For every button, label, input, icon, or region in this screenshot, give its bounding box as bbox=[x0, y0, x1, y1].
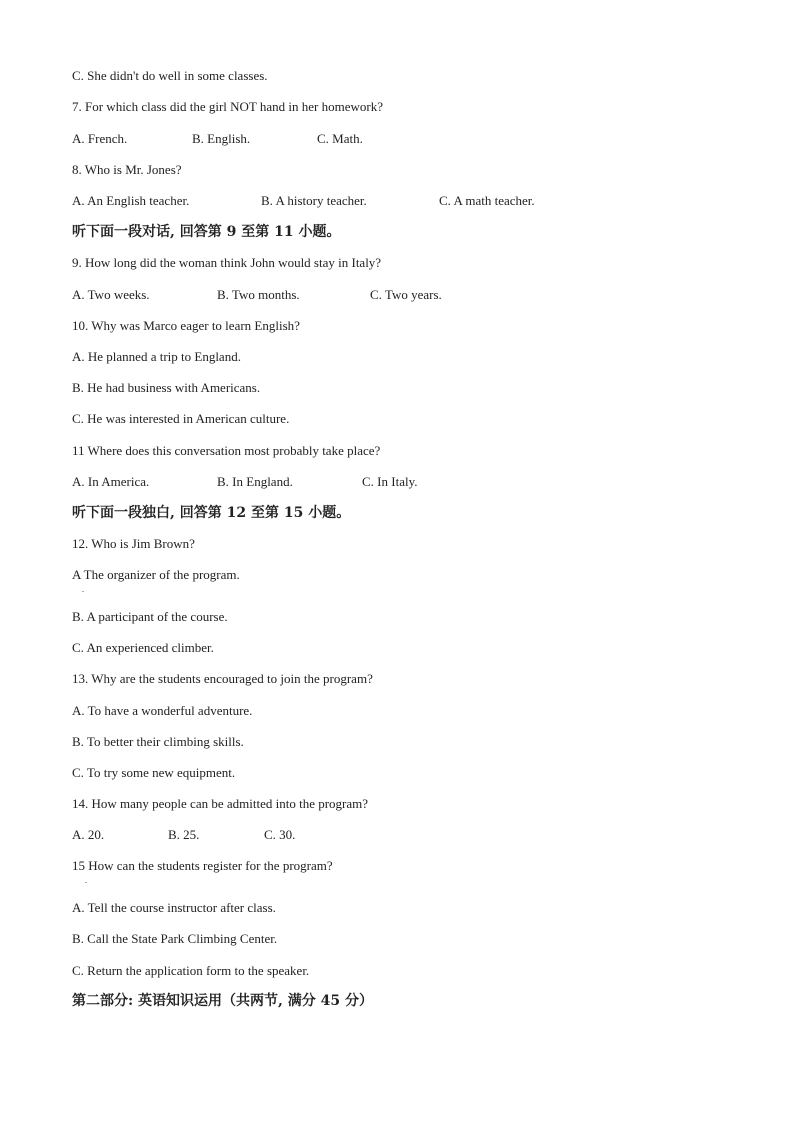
q13-option-c: C. To try some new equipment. bbox=[72, 765, 236, 780]
section-heading-12-15: 听下面一段独白, 回答第 12 至第 15 小题。 bbox=[72, 505, 351, 521]
q15-option-b: B. Call the State Park Climbing Center. bbox=[72, 931, 278, 946]
q15-option-a: A. Tell the course instructor after class. bbox=[72, 900, 276, 915]
q11-option-a: A. In America. bbox=[72, 474, 150, 489]
q9-option-a: A. Two weeks. bbox=[72, 287, 150, 302]
q12-question: 12. Who is Jim Brown? bbox=[72, 536, 195, 551]
q13-option-b: B. To better their climbing skills. bbox=[72, 734, 244, 749]
section-heading-9-11: 听下面一段对话, 回答第 9 至第 11 小题。 bbox=[72, 224, 341, 240]
stray-dot-mark-2: . bbox=[85, 876, 87, 885]
q11-question: 11 Where does this conversation most probably take place? bbox=[72, 443, 381, 458]
q13-question: 13. Why are the students encouraged to join the program? bbox=[72, 671, 373, 686]
q11-options bbox=[72, 474, 672, 490]
q7-option-c: C. Math. bbox=[317, 131, 363, 146]
q15-question: 15 How can the students register for the program? bbox=[72, 858, 333, 873]
q10-option-a: A. He planned a trip to England. bbox=[72, 349, 241, 364]
q12-option-b: B. A participant of the course. bbox=[72, 609, 228, 624]
q9-question: 9. How long did the woman think John would stay in Italy? bbox=[72, 255, 382, 270]
q14-options bbox=[72, 827, 672, 843]
q7-question: 7. For which class did the girl NOT hand in her homework? bbox=[72, 99, 383, 114]
q7-options bbox=[72, 131, 672, 147]
q7-option-a: A. French. bbox=[72, 131, 128, 146]
q8-option-b: B. A history teacher. bbox=[261, 193, 367, 208]
q7-option-b: B. English. bbox=[192, 131, 251, 146]
q11-option-c: C. In Italy. bbox=[362, 474, 418, 489]
q6-option-c: C. She didn't do well in some classes. bbox=[72, 68, 268, 83]
q12-option-c: C. An experienced climber. bbox=[72, 640, 214, 655]
q10-option-b: B. He had business with Americans. bbox=[72, 380, 261, 395]
q9-option-c: C. Two years. bbox=[370, 287, 442, 302]
q14-option-c: C. 30. bbox=[264, 827, 296, 842]
q8-options bbox=[72, 193, 672, 209]
q14-question: 14. How many people can be admitted into the program? bbox=[72, 796, 369, 811]
q14-option-a: A. 20. bbox=[72, 827, 105, 842]
q8-option-c: C. A math teacher. bbox=[439, 193, 535, 208]
q10-question: 10. Why was Marco eager to learn English? bbox=[72, 318, 300, 333]
q14-option-b: B. 25. bbox=[168, 827, 200, 842]
q8-option-a: A. An English teacher. bbox=[72, 193, 190, 208]
stray-dot-mark: . bbox=[82, 585, 84, 594]
q15-option-c: C. Return the application form to the speaker. bbox=[72, 963, 310, 978]
part-two-heading: 第二部分: 英语知识运用（共两节, 满分 45 分） bbox=[72, 993, 374, 1009]
q8-question: 8. Who is Mr. Jones? bbox=[72, 162, 182, 177]
q9-option-b: B. Two months. bbox=[217, 287, 300, 302]
q9-options bbox=[72, 287, 672, 303]
q11-option-b: B. In England. bbox=[217, 474, 293, 489]
q12-option-a: A The organizer of the program. bbox=[72, 567, 240, 582]
q13-option-a: A. To have a wonderful adventure. bbox=[72, 703, 253, 718]
q10-option-c: C. He was interested in American culture. bbox=[72, 411, 290, 426]
